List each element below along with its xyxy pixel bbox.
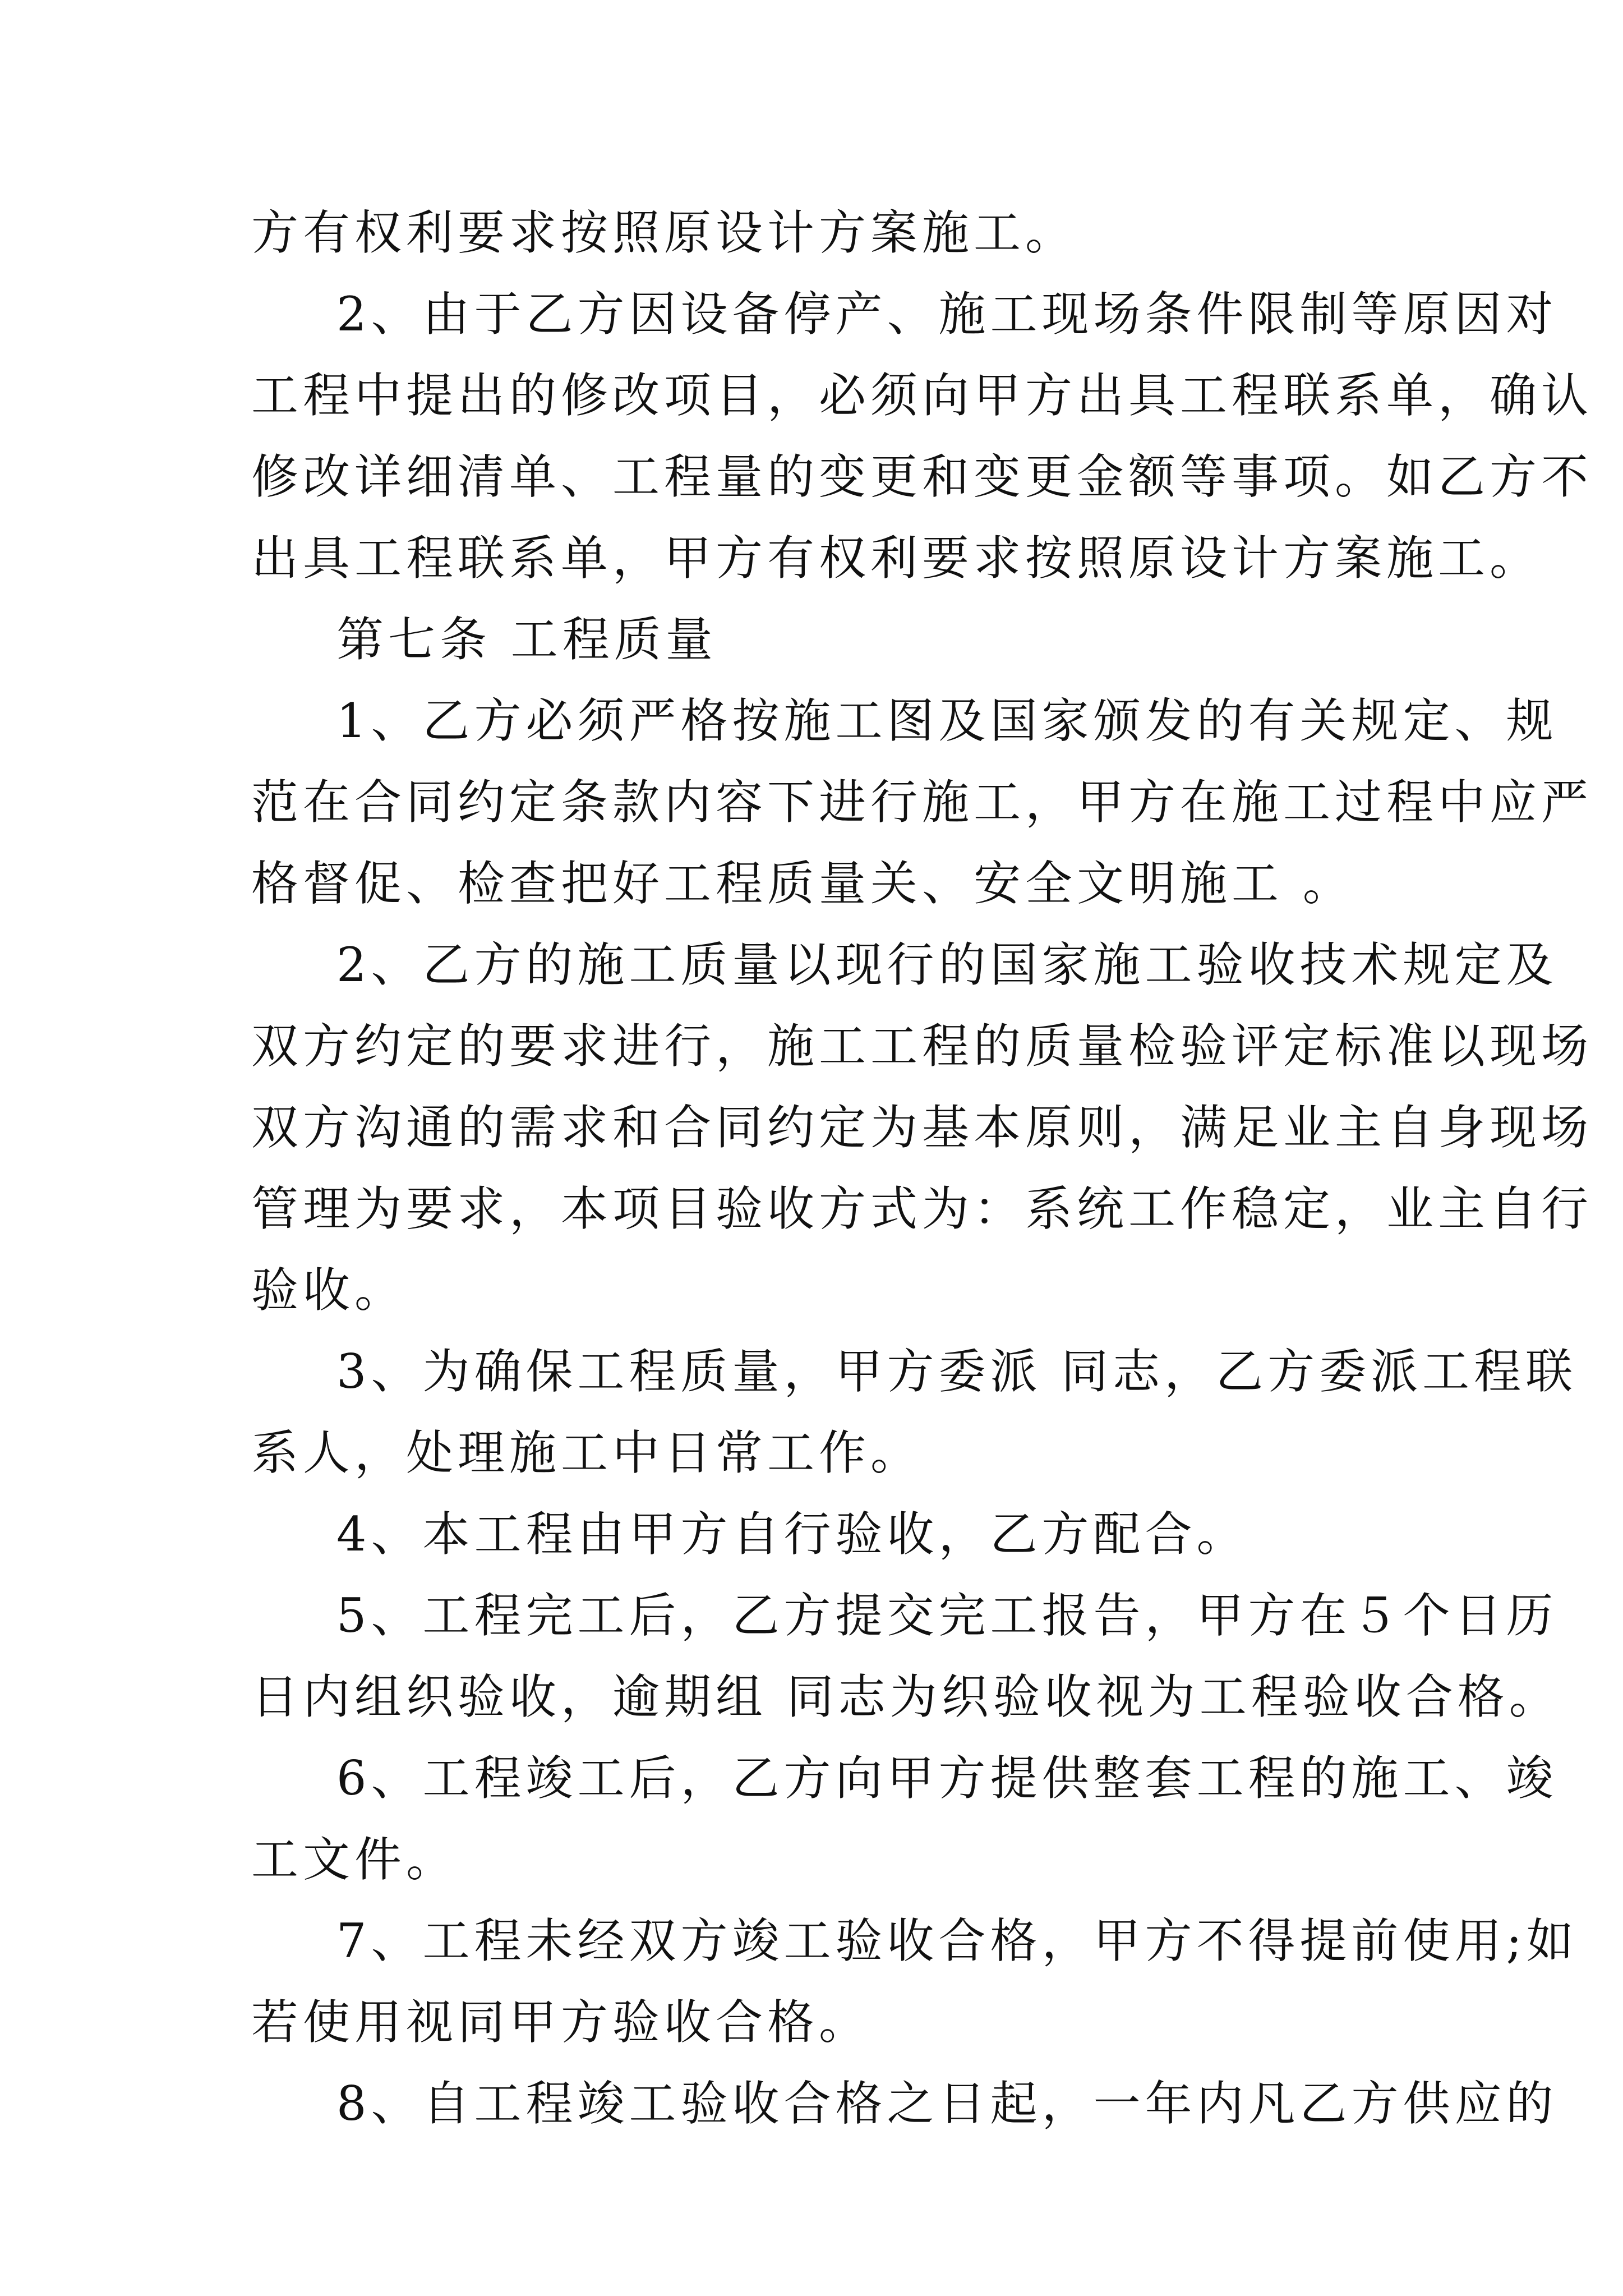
text-line: 格督促、检查把好工程质量关、安全文明施工 。 xyxy=(251,856,1354,911)
text-line: 范在合同约定条款内容下进行施工，甲方在施工过程中应严 xyxy=(251,775,1593,830)
text-line: 5、工程完工后，乙方提交完工报告，甲方在５个日历 xyxy=(336,1588,1558,1643)
text-line: 工程中提出的修改项目，必须向甲方出具工程联系单，确认 xyxy=(251,368,1593,423)
text-line: 管理为要求，本项目验收方式为：系统工作稳定，业主自行 xyxy=(251,1181,1593,1236)
text-line: 修改详细清单、工程量的变更和变更金额等事项。如乙方不 xyxy=(251,449,1593,504)
text-line: 8、自工程竣工验收合格之日起，一年内凡乙方供应的 xyxy=(336,2076,1558,2131)
text-line: 日内组织验收，逾期组 同志为织验收视为工程验收合格。 xyxy=(251,1669,1561,1724)
text-line: 出具工程联系单，甲方有权利要求按照原设计方案施工。 xyxy=(251,531,1542,586)
text-line: 2、乙方的施工质量以现行的国家施工验收技术规定及 xyxy=(336,937,1558,992)
text-line: 若使用视同甲方验收合格。 xyxy=(251,1995,871,2050)
text-line: 7、工程未经双方竣工验收合格，甲方不得提前使用;如 xyxy=(336,1913,1578,1968)
text-line: 系人，处理施工中日常工作。 xyxy=(251,1425,923,1480)
text-line: 方有权利要求按照原设计方案施工。 xyxy=(251,205,1077,260)
text-line: 3、为确保工程质量，甲方委派 同志，乙方委派工程联 xyxy=(336,1344,1578,1399)
text-line: 1、乙方必须严格按施工图及国家颁发的有关规定、规 xyxy=(336,693,1558,748)
text-line: 验收。 xyxy=(251,1263,407,1318)
section-heading: 第七条 工程质量 xyxy=(336,612,717,667)
text-line: 6、工程竣工后，乙方向甲方提供整套工程的施工、竣 xyxy=(336,1751,1558,1806)
text-line: 工文件。 xyxy=(251,1832,458,1887)
text-line: 2、由于乙方因设备停产、施工现场条件限制等原因对 xyxy=(336,287,1558,342)
text-line: 双方沟通的需求和合同约定为基本原则，满足业主自身现场 xyxy=(251,1100,1593,1155)
text-line: 双方约定的要求进行，施工工程的质量检验评定标准以现场 xyxy=(251,1019,1593,1074)
text-line: 4、本工程由甲方自行验收，乙方配合。 xyxy=(336,1507,1248,1562)
